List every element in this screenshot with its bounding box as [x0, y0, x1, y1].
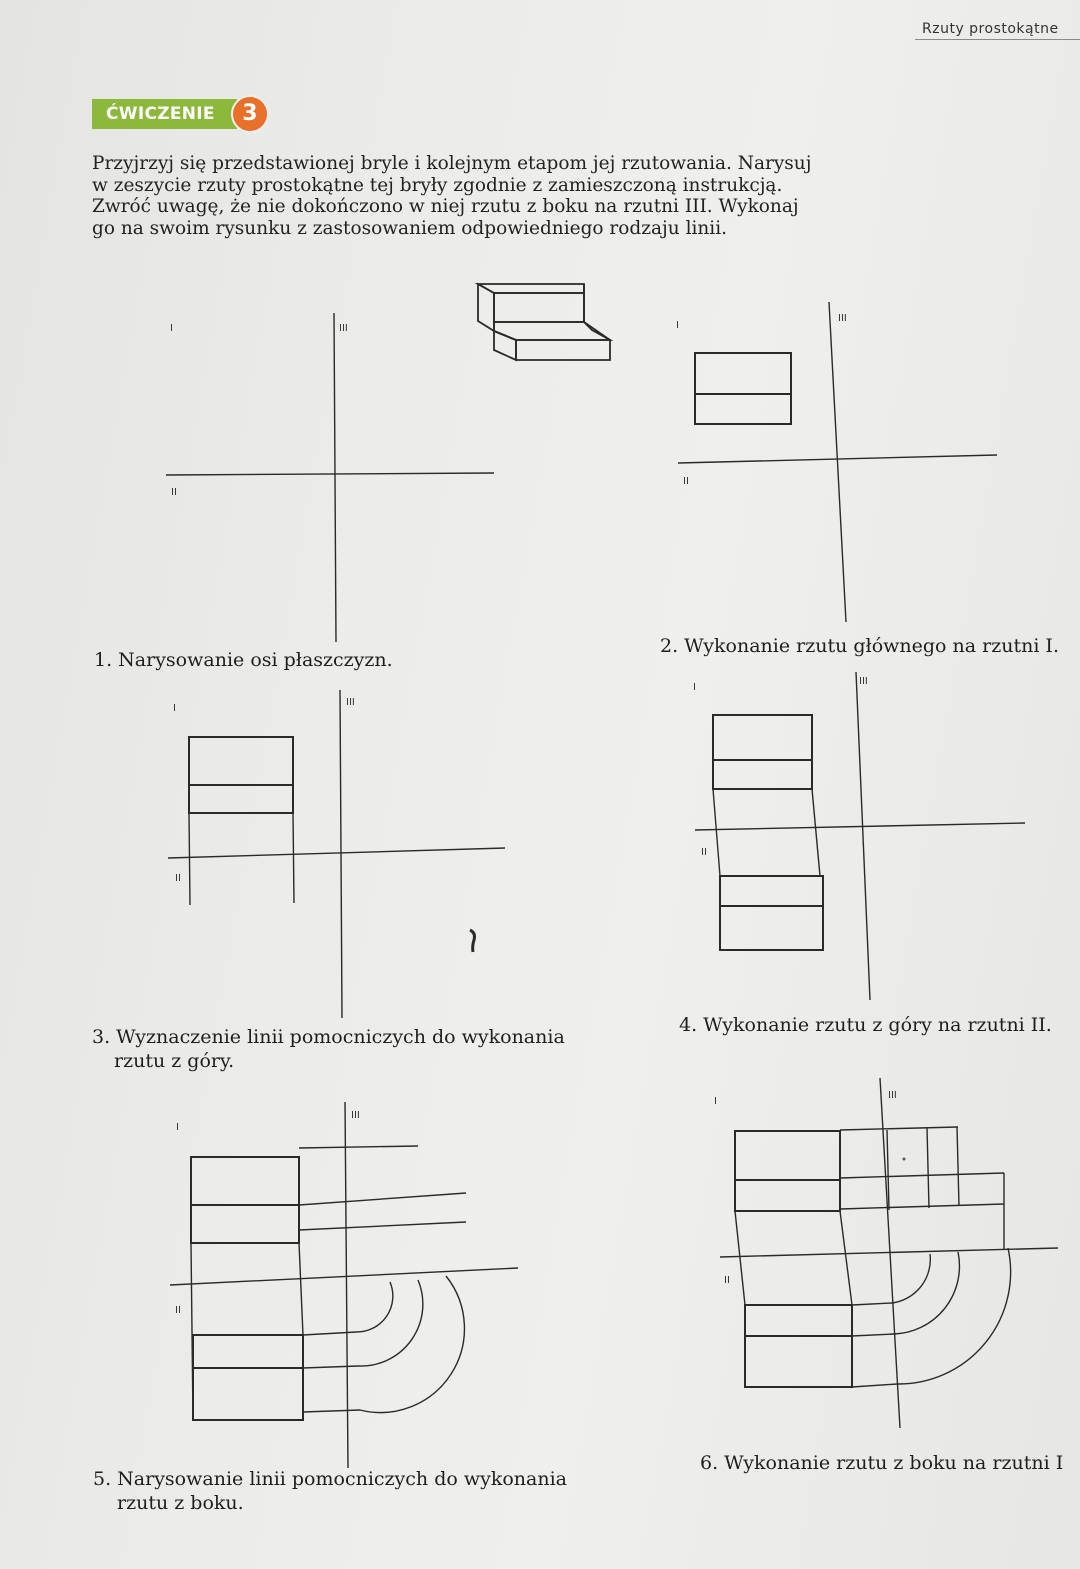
instruction-line: Zwróć uwagę, że nie dokończono w niej rzutu z boku na rzutni III. Wykonaj: [92, 196, 799, 217]
caption-line: 6. Wykonanie rzutu z boku na rzutni I: [700, 1452, 1064, 1474]
axis-label-plane1: I: [714, 1096, 717, 1107]
instruction-line: w zeszycie rzuty prostokątne tej bryły zgodnie z zamieszczoną instrukcją.: [92, 174, 783, 196]
exercise-number: 3: [231, 95, 269, 133]
step5-drawing: [170, 1102, 518, 1468]
step1-drawing: [166, 313, 494, 642]
axis-label-plane3: III: [346, 697, 355, 708]
step4-drawing: [695, 672, 1025, 1000]
solid-isometric-sketch: [478, 284, 610, 360]
caption-line: rzutu z boku.: [117, 1492, 244, 1514]
chapter-title: Rzuty prostokątne: [922, 21, 1059, 37]
axis-label-plane1: I: [176, 1122, 179, 1133]
step6-drawing: [720, 1078, 1058, 1428]
caption-line: 5. Narysowanie linii pomocniczych do wykonania: [93, 1468, 568, 1490]
caption-line: 1. Narysowanie osi płaszczyzn.: [94, 649, 393, 671]
axis-label-plane2: II: [701, 847, 707, 858]
step-5-caption: [93, 1467, 567, 1515]
axis-label-plane3: III: [339, 323, 348, 334]
step-2-caption: [660, 634, 1059, 658]
axis-label-plane2: II: [171, 487, 177, 498]
caption-line: 4. Wykonanie rzutu z góry na rzutni II.: [679, 1014, 1052, 1036]
caption-line: 2. Wykonanie rzutu głównego na rzutni I.: [660, 635, 1059, 657]
step2-drawing: [678, 302, 997, 622]
axis-label-plane1: I: [173, 703, 176, 714]
step-4-caption: [679, 1013, 1052, 1037]
exercise-label: ĆWICZENIE: [92, 99, 237, 129]
step-3-caption: [92, 1025, 565, 1073]
axis-label-plane3: III: [888, 1090, 897, 1101]
axis-label-plane1: I: [693, 682, 696, 693]
axis-label-plane2: II: [683, 476, 689, 487]
axis-label-plane2: II: [175, 1305, 181, 1316]
axis-label-plane2: II: [175, 873, 181, 884]
step-6-caption: [700, 1451, 1063, 1475]
axis-label-plane3: III: [859, 676, 868, 687]
caption-line: rzutu z góry.: [114, 1050, 235, 1072]
axis-label-plane1: I: [170, 323, 173, 334]
axis-label-plane3: III: [838, 313, 847, 324]
caption-line: 3. Wyznaczenie linii pomocniczych do wykonania: [92, 1026, 565, 1048]
step3-drawing: [168, 690, 505, 1018]
instruction-line: Przyjrzyj się przedstawionej bryle i kolejnym etapom jej rzutowania. Narysuj: [92, 153, 812, 174]
axis-label-plane1: I: [676, 320, 679, 331]
instruction-line: go na swoim rysunku z zastosowaniem odpowiedniego rodzaju linii.: [92, 217, 728, 239]
step-1-caption: [94, 648, 393, 672]
axis-label-plane2: II: [724, 1275, 730, 1286]
axis-label-plane3: III: [351, 1110, 360, 1121]
